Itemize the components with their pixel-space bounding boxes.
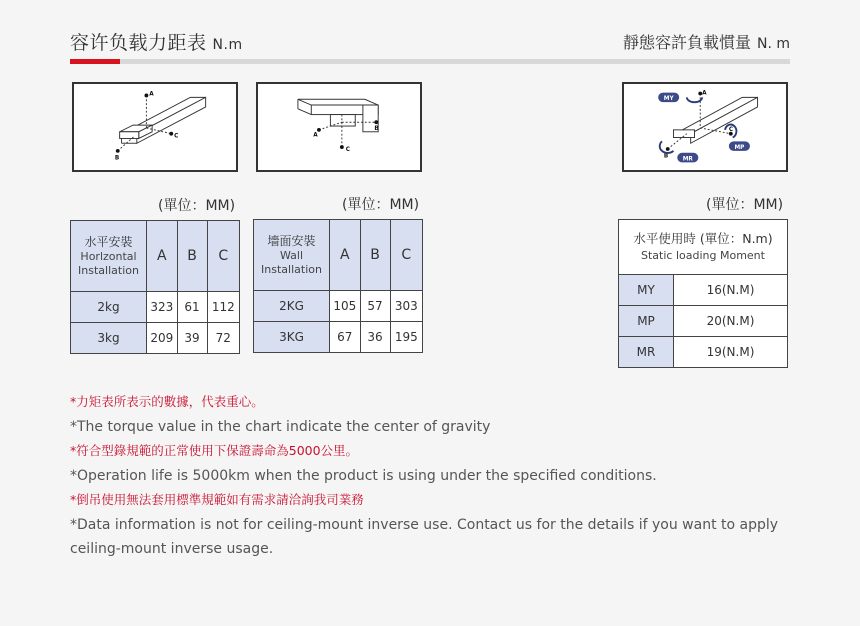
label-a: A: [702, 90, 707, 97]
label-b: B: [114, 155, 120, 162]
cell-value: 67: [330, 322, 361, 353]
label-c: C: [728, 126, 734, 133]
title-unit: N.m: [212, 37, 243, 53]
header-cn: 水平使用時 (單位：N.m): [633, 231, 773, 246]
table-row: [619, 275, 788, 306]
horizontal-installation-diagram: [72, 82, 238, 172]
header-en-2: Installation: [261, 262, 322, 276]
row-label: 2kg: [71, 292, 147, 323]
header-en-1: Wall: [279, 248, 304, 262]
static-moment-table: [618, 219, 788, 368]
cell-value: 112: [207, 292, 239, 323]
cell-value: 39: [177, 323, 207, 354]
table-row: [71, 292, 240, 323]
header-en-1: Horlzontal: [80, 249, 137, 263]
wall-installation-diagram: [256, 82, 422, 172]
badge-mp: MP: [734, 144, 745, 151]
badge-my: MY: [663, 96, 674, 103]
table-row: [254, 291, 423, 322]
cell-value: 209: [147, 323, 178, 354]
column-header-b: B: [360, 220, 390, 291]
unit-label-moment: (單位：MM): [706, 197, 784, 213]
unit-label-wall: (單位：MM): [342, 197, 420, 213]
label-b: B: [374, 125, 379, 132]
title-divider: [70, 59, 790, 64]
row-label: 3KG: [254, 322, 330, 353]
note-line: *Data information is not for ceiling-mount inverse use. Contact us for the details if you want to apply ceiling-mount inverse usage.: [70, 516, 779, 557]
table-header-cell: [254, 220, 330, 291]
cell-value: 61: [177, 292, 207, 323]
cell-value: 57: [360, 291, 390, 322]
label-a: A: [149, 91, 154, 98]
label-b: B: [663, 153, 669, 160]
note-line: *The torque value in the chart indicate the center of gravity: [70, 418, 491, 435]
horizontal-installation-table: [70, 220, 240, 354]
cell-value: 323: [147, 292, 178, 323]
row-label: MY: [619, 275, 674, 306]
table-row: [619, 306, 788, 337]
label-a: A: [313, 132, 318, 139]
label-c: C: [345, 146, 350, 153]
section-title-unit: N. m: [756, 36, 790, 52]
row-label: 2KG: [254, 291, 330, 322]
column-header-a: A: [330, 220, 361, 291]
cell-value: 19(N.M): [674, 337, 788, 368]
cell-value: 20(N.M): [674, 306, 788, 337]
title-text: 容许负载力距表: [70, 32, 207, 54]
section-title-right: [623, 30, 790, 53]
note-line: *Operation life is 5000km when the product is using under the specified conditions.: [70, 467, 657, 484]
header-en: Static loading Moment: [641, 249, 765, 262]
cell-value: 16(N.M): [674, 275, 788, 306]
cell-value: 303: [390, 291, 422, 322]
notes-section: [70, 390, 790, 562]
note-line: *符合型錄規範的正常使用下保證壽命為5000公里。: [70, 443, 359, 458]
label-c: C: [174, 133, 179, 140]
badge-mr: MR: [682, 156, 693, 163]
wall-installation-table: [253, 219, 423, 353]
row-label: MR: [619, 337, 674, 368]
cell-value: 36: [360, 322, 390, 353]
column-header-a: A: [147, 221, 178, 292]
page-title: [70, 28, 243, 55]
table-header-cell: [619, 220, 788, 275]
column-header-c: C: [207, 221, 239, 292]
cell-value: 105: [330, 291, 361, 322]
row-label: 3kg: [71, 323, 147, 354]
section-title-text: 靜態容許負載慣量: [622, 33, 751, 52]
header-cn: 墻面安裝: [267, 233, 316, 248]
table-row: [254, 322, 423, 353]
column-header-c: C: [390, 220, 422, 291]
cell-value: 72: [207, 323, 239, 354]
row-label: MP: [619, 306, 674, 337]
note-line: *倒吊使用無法套用標準規範如有需求請洽詢我司業務: [70, 492, 364, 507]
table-row: [619, 337, 788, 368]
column-header-b: B: [177, 221, 207, 292]
static-moment-diagram: [622, 82, 788, 172]
note-line: *力矩表所表示的數據，代表重心。: [70, 394, 264, 409]
unit-label-horizontal: (單位：MM): [158, 198, 236, 214]
table-header-cell: [71, 221, 147, 292]
header-en-2: Installation: [78, 263, 139, 277]
table-row: [71, 323, 240, 354]
title-accent-bar: [70, 59, 120, 64]
cell-value: 195: [390, 322, 422, 353]
header-cn: 水平安裝: [84, 234, 133, 249]
